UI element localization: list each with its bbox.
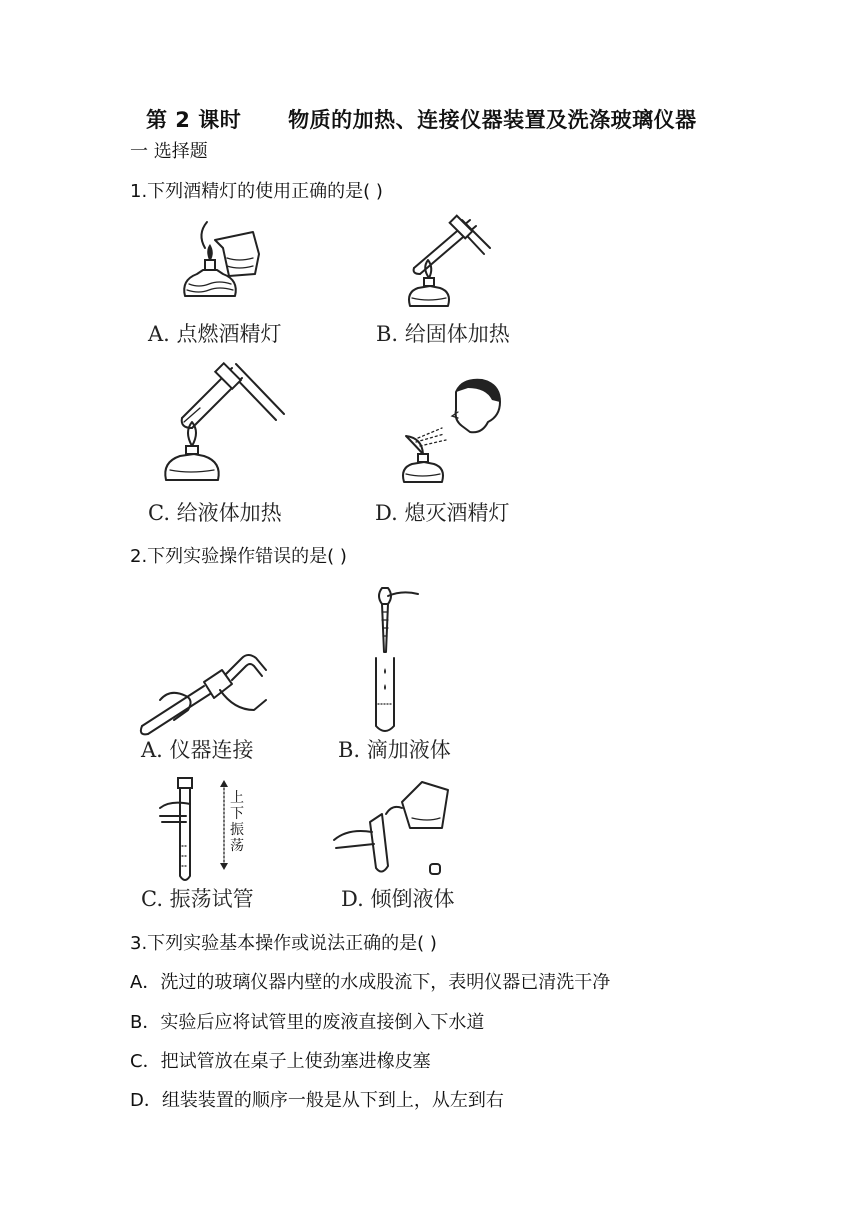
caption-2d: D. 倾倒液体 [341,887,455,911]
page-title: 第 2 课时 物质的加热、连接仪器装置及洗涤玻璃仪器 [146,108,697,132]
figure-2a-connecting [134,640,274,730]
option-3c: C．把试管放在桌子上使劲塞进橡皮塞 [130,1051,431,1072]
caption-1b: B. 给固体加热 [376,322,510,346]
shake-arrow [220,780,228,870]
caption-2a: A. 仪器连接 [141,738,254,762]
figure-1d-blowing-lamp [396,372,506,492]
option-3d: D．组装装置的顺序一般是从下到上，从左到右 [130,1090,504,1111]
shake-label: 上 下 振 荡 [230,790,244,854]
figure-1b-heating-solid [400,212,500,322]
figure-2d-pouring [332,778,454,880]
caption-1a: A. 点燃酒精灯 [148,322,282,346]
figure-1c-heating-liquid [160,362,290,492]
figure-2b-dropping [362,586,432,732]
figure-2c-shaking [156,776,216,884]
option-3b: B．实验后应将试管里的废液直接倒入下水道 [130,1012,485,1033]
caption-2b: B. 滴加液体 [338,738,451,762]
question-3-stem: 3.下列实验基本操作或说法正确的是( ) [130,933,437,954]
section-heading: 一 选择题 [130,141,208,162]
caption-2c: C. 振荡试管 [141,887,254,911]
option-3a: A．洗过的玻璃仪器内壁的水成股流下，表明仪器已清洗干净 [130,972,611,993]
figure-1a-lighting-lamp [175,218,275,318]
question-2-stem: 2.下列实验操作错误的是( ) [130,546,347,567]
question-1-stem: 1.下列酒精灯的使用正确的是( ) [130,181,383,202]
caption-1c: C. 给液体加热 [148,501,282,525]
caption-1d: D. 熄灭酒精灯 [375,501,510,525]
